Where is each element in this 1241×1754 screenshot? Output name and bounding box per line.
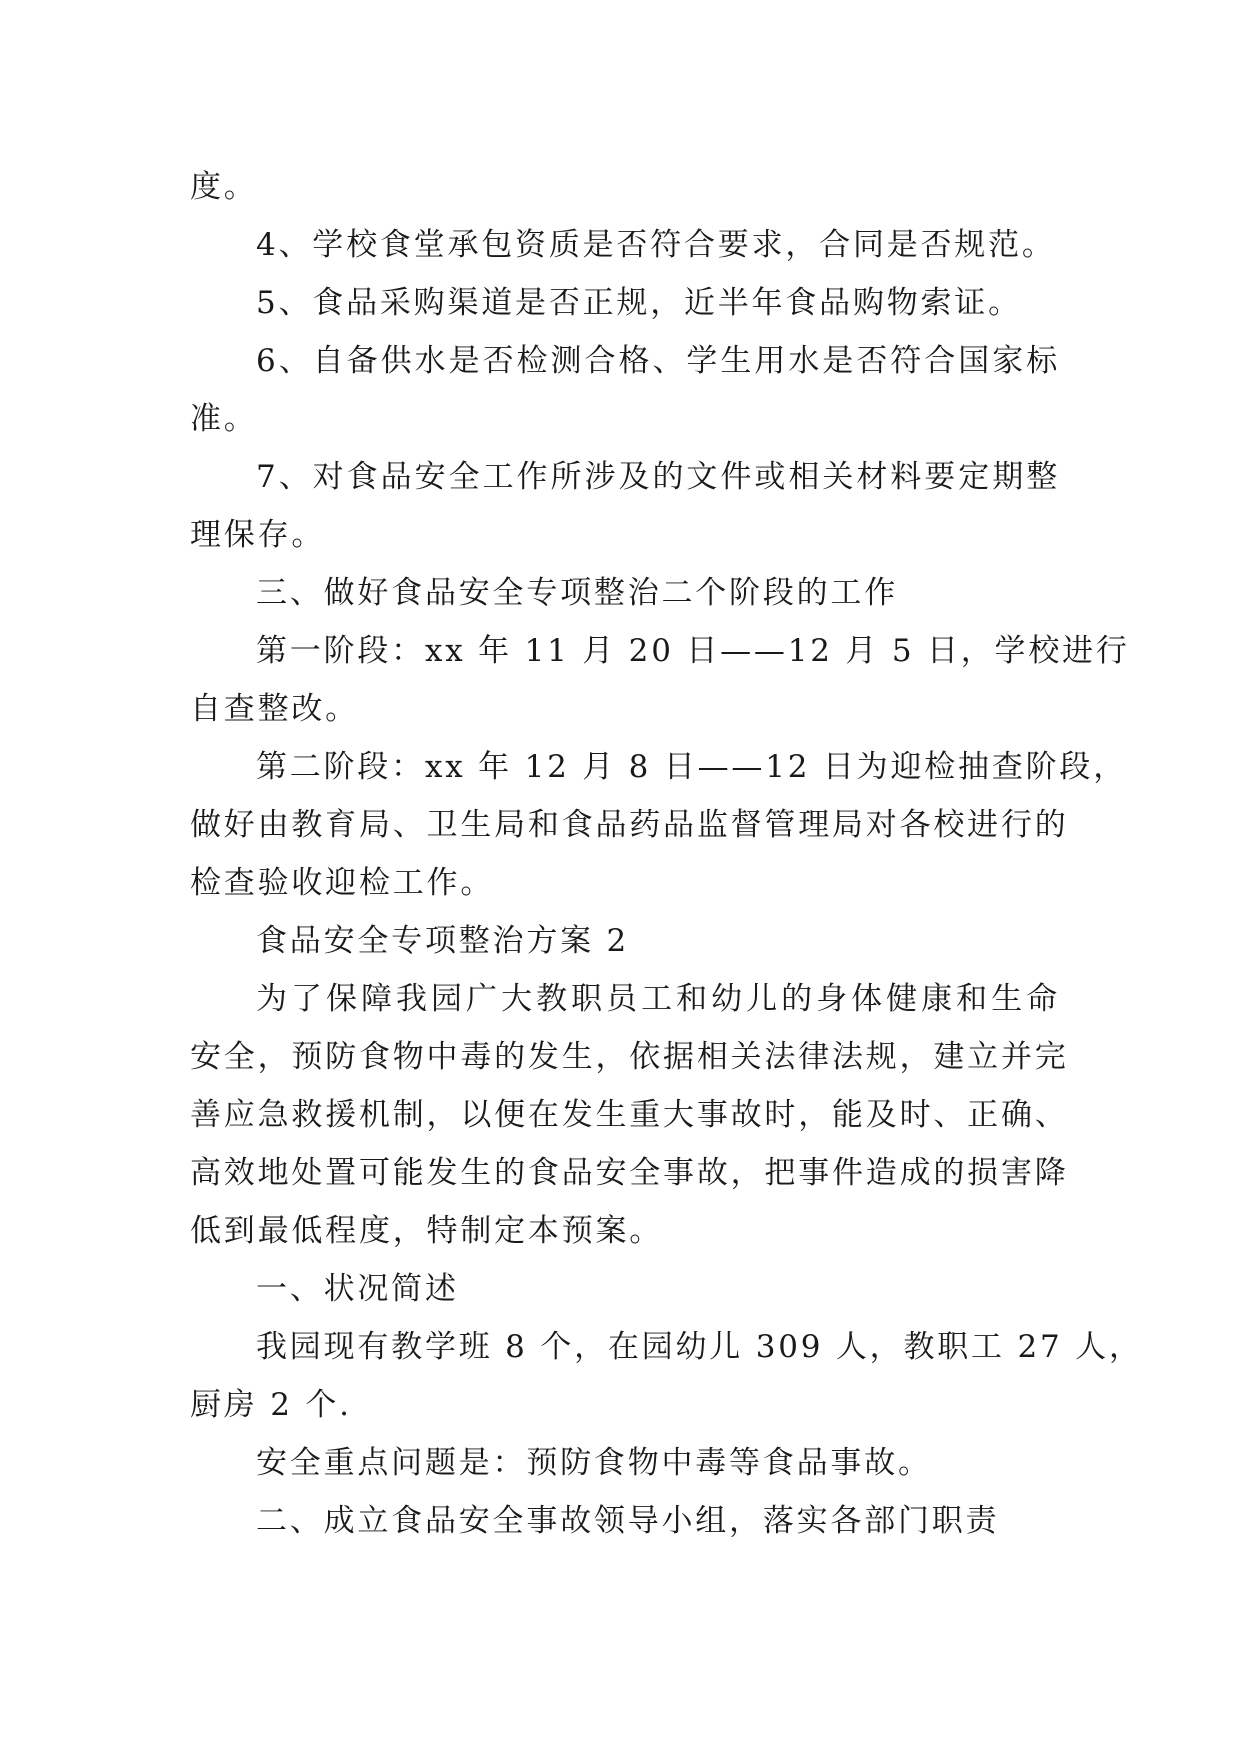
section-heading-2: 二、成立食品安全事故领导小组，落实各部门职责 [256,1503,1000,1539]
text-line-7: 理保存。 [190,517,326,553]
document-body [190,158,1143,1550]
text-line-15: 为了保障我园广大教职员工和幼儿的身体健康和生命 [256,981,1060,1017]
text-line-9: 第一阶段：xx 年 11 月 20 日——12 月 5 日，学校进行 [256,633,1130,669]
text-line-17: 善应急救援机制，以便在发生重大事故时，能及时、正确、 [190,1097,1069,1133]
text-line-12: 做好由教育局、卫生局和食品药品监督管理局对各校进行的 [190,807,1069,843]
text-line-21: 我园现有教学班 8 个，在园幼儿 309 人，教职工 27 人， [256,1329,1143,1365]
text-line-11: 第二阶段：xx 年 12 月 8 日——12 日为迎检抽查阶段， [256,749,1127,785]
text-line-6: 7、对食品安全工作所涉及的文件或相关材料要定期整 [256,459,1060,495]
text-line-5: 准。 [190,401,258,437]
text-line-19: 低到最低程度，特制定本预案。 [190,1213,664,1249]
text-line-4: 6、自备供水是否检测合格、学生用水是否符合国家标 [256,343,1060,379]
plan-title: 食品安全专项整治方案 2 [256,923,630,959]
text-line-23: 安全重点问题是：预防食物中毒等食品事故。 [256,1445,932,1481]
text-line-22: 厨房 2 个. [190,1387,352,1423]
text-line-1: 度。 [190,169,258,205]
section-heading-1: 一、状况简述 [256,1271,459,1307]
text-line-3: 5、食品采购渠道是否正规，近半年食品购物索证。 [256,285,1022,321]
text-line-13: 检查验收迎检工作。 [190,865,495,901]
text-line-10: 自查整改。 [190,691,359,727]
text-line-18: 高效地处置可能发生的食品安全事故，把事件造成的损害降 [190,1155,1069,1191]
section-heading-3: 三、做好食品安全专项整治二个阶段的工作 [256,575,899,611]
text-line-2: 4、学校食堂承包资质是否符合要求，合同是否规范。 [256,227,1056,263]
text-line-16: 安全，预防食物中毒的发生，依据相关法律法规，建立并完 [190,1039,1069,1075]
